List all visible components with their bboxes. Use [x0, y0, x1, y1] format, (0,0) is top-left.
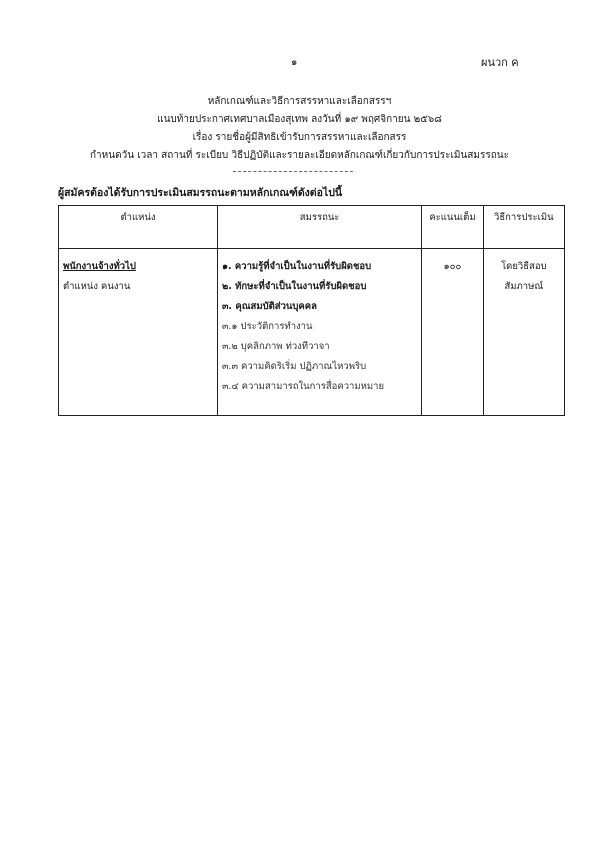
position-title: พนักงานจ้างทั่วไป [63, 261, 136, 272]
header-subject: เรื่อง รายชื่อผู้มีสิทธิเข้ารับการสรรหาและเลือกสรร [192, 132, 407, 143]
header-divider [233, 171, 353, 172]
competency-subitem: ๓.๒ บุคลิกภาพ ท่วงทีวาจา [221, 341, 330, 352]
table-header-row [59, 206, 565, 249]
page-number: ๑ [291, 57, 298, 68]
intro-text: ผู้สมัครต้องได้รับการประเมินสมรรถนะตามหลักเกณฑ์ดังต่อไปนี้ [58, 187, 343, 199]
competency-cell [217, 249, 421, 416]
table-row [59, 249, 565, 416]
header-description: กำหนดวัน เวลา สถานที่ ระเบียบ วิธีปฏิบัติและรายละเอียดหลักเกณฑ์เกี่ยวกับการประเมินสมรรถนะ [90, 150, 509, 161]
criteria-table [58, 205, 565, 416]
header-competency: สมรรถนะ [217, 206, 421, 249]
header-position: ตำแหน่ง [59, 206, 218, 249]
header-attachment: แนบท้ายประกาศเทศบาลเมืองสุเทพ ลงวันที่ ๑๙ พฤศจิกายน ๒๕๖๘ [157, 114, 442, 125]
competency-subitem: ๓.๓ ความคิดริเริ่ม ปฏิภาณไหวพริบ [221, 361, 367, 372]
header-title: หลักเกณฑ์และวิธีการสรรหาและเลือกสรรฯ [207, 96, 392, 107]
competency-subitem: ๓.๑ ประวัติการทำงาน [221, 321, 313, 332]
header-method: วิธีการประเมิน [483, 206, 564, 249]
competency-item: ๒. ทักษะที่จำเป็นในงานที่รับผิดชอบ [221, 281, 367, 292]
header-score: คะแนนเต็ม [422, 206, 483, 249]
score-cell: ๑๐๐ [422, 249, 483, 416]
annex-label: ผนวก ค [481, 56, 519, 69]
position-subtitle: ตำแหน่ง คนงาน [63, 281, 131, 292]
competency-item: ๓. คุณสมบัติส่วนบุคคล [221, 301, 317, 312]
method-cell: โดยวิธีสอบสัมภาษณ์ [483, 249, 564, 416]
competency-subitem: ๓.๔ ความสามารถในการสื่อความหมาย [221, 381, 385, 392]
competency-item: ๑. ความรู้ที่จำเป็นในงานที่รับผิดชอบ [221, 261, 372, 272]
position-cell [59, 249, 218, 416]
document-header [0, 93, 599, 165]
